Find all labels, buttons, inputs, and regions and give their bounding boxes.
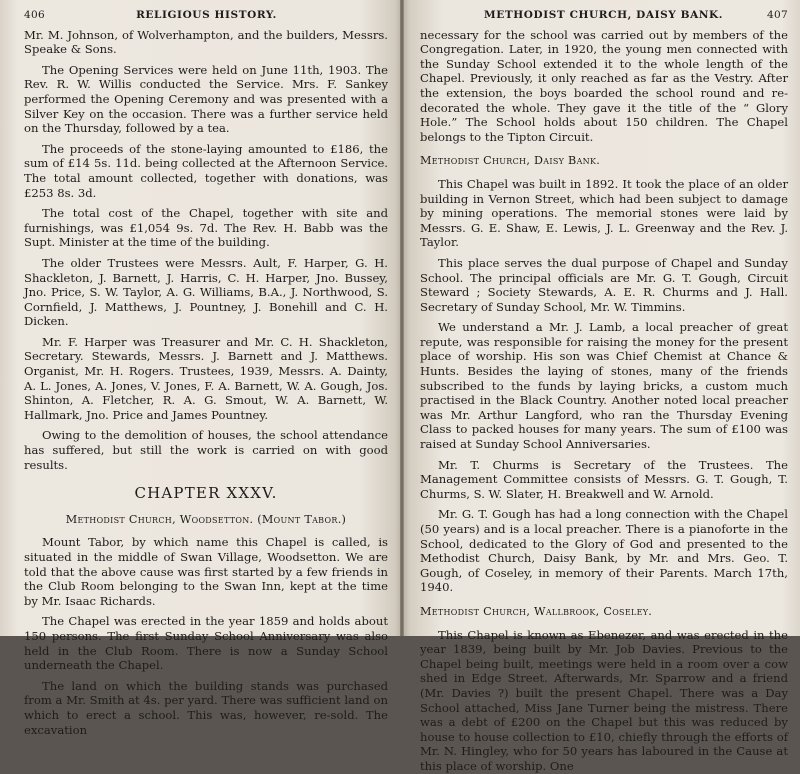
section-heading: Methodist Church, Daisy Bank. (420, 154, 601, 168)
paragraph: This Chapel is known as Ebenezer, and was erected in the year 1839, being built by Mr. Job Davies. Previous to the Chapel being built, meetings were held in a room over a cow shed in Edge Street. Afterwards, Mr. Sparrow and a friend (Mr. Davies ?) built the present Chapel. There was a Day School attached, Miss Jane Turner being the mistress. There was a debt of £200 on the Chapel but this was reduced by house to house collection to £10, chiefly through the efforts of Mr. N. Hingley, who for 50 years has laboured in the Cause at this place of worship. One (420, 627, 788, 773)
paragraph: We understand a Mr. J. Lamb, a local preacher of great repute, was responsible for raising the money for the present place of worship. His son was Chief Chemist at Chance & Hunts. Besides the laying of stones, many of the friends subscribed to the funds by laying bricks, a custom much practised in the Black Country. Another noted local preacher was Mr. Arthur Langford, who ran the Thursday Evening Class to packed houses for many years. The sum of £100 was raised at Sunday School Anniversaries. (420, 320, 788, 452)
paragraph: Mount Tabor, by which name this Chapel is called, is situated in the middle of Swan Village, Woodsetton. We are told that the above cause was first started by a few friends in the Club Room belonging to the Swan Inn, kept at the time by Mr. Isaac Richards. (24, 535, 388, 608)
left-running-head (24, 8, 388, 23)
paragraph: Mr. M. Johnson, of Wolverhampton, and the builders, Messrs. Speake & Sons. (24, 27, 388, 57)
left-page-number: 406 (24, 9, 45, 21)
right-running-title: METHODIST CHURCH, DAISY BANK. (484, 9, 724, 21)
paragraph: This Chapel was built in 1892. It took the place of an older building in Vernon Street, which had been subject to damage by mining operations. The memorial stones were laid by Messrs. G. E. Shaw, E. Lewis, J. L. Greenway and the Rev. J. Taylor. (420, 176, 788, 250)
chapter-heading: CHAPTER XXXV. (134, 484, 278, 503)
paragraph: The proceeds of the stone-laying amounted to £186, the sum of £14 5s. 11d. being collected at the Afternoon Service. The total amount collected, together with donations, was £253 8s. 3d. (24, 141, 388, 200)
section-heading: Methodist Church, Woodsetton. (Mount Tabor.) (65, 512, 347, 526)
right-page-number: 407 (767, 9, 788, 21)
right-page (402, 0, 800, 773)
section-heading: Methodist Church, Wallbrook, Coseley. (420, 604, 653, 618)
right-running-head (420, 8, 788, 23)
paragraph: Owing to the demolition of houses, the school attendance has suffered, but still the work is carried on with good results. (24, 428, 388, 472)
paragraph: The Opening Services were held on June 11th, 1903. The Rev. R. W. Willis conducted the Service. Mrs. F. Sankey performed the Opening Ceremony and was presented with a Silver Key on the occasion. There was a further service held on the Thursday, followed by a tea. (24, 62, 388, 136)
paragraph: Mr. F. Harper was Treasurer and Mr. C. H. Shackleton, Secretary. Stewards, Messrs. J. Barnett and J. Matthews. Organist, Mr. H. Rogers. Trustees, 1939, Messrs. A. Dainty, A. L. Jones, A. Jones, V. Jones, F. A. Barnett, W. A. Gough, Jos. Shinton, A. Fletcher, R. A. G. Smout, W. A. Barnett, W. Hallmark, Jno. Price and James Pountney. (24, 334, 388, 422)
paragraph: This place serves the dual purpose of Chapel and Sunday School. The principal officials are Mr. G. T. Gough, Circuit Steward ; Society Stewards, A. E. R. Churms and J. Hall. Secretary of Sunday School, Mr. W. Timmins. (420, 255, 788, 314)
left-page (0, 0, 402, 737)
left-running-title: RELIGIOUS HISTORY. (136, 9, 277, 21)
paragraph: The total cost of the Chapel, together with site and furnishings, was £1,054 9s. 7d. The Rev. H. Babb was the Supt. Minister at the time of the building. (24, 206, 388, 250)
paragraph: The Chapel was erected in the year 1859 and holds about 150 persons. The first Sunday School Anniversary was also held in the Club Room. There is now a Sunday School underneath the Chapel. (24, 614, 388, 673)
paragraph: The older Trustees were Messrs. Ault, F. Harper, G. H. Shackleton, J. Barnett, J. Harris, C. H. Harper, Jno. Bussey, Jno. Price, S. W. Taylor, A. G. Williams, B.A., J. Northwood, S. Cornfield, J. Matthews, J. Pountney, J. Bonehill and C. H. Dicken. (24, 255, 388, 329)
paragraph: Mr. T. Churms is Secretary of the Trustees. The Management Committee consists of Messrs. G. T. Gough, T. Churms, S. W. Slater, H. Breakwell and W. Arnold. (420, 457, 788, 501)
paragraph: Mr. G. T. Gough has had a long connection with the Chapel (50 years) and is a local preacher. There is a pianoforte in the School, dedicated to the Glory of God and presented to the Methodist Church, Daisy Bank, by Mr. and Mrs. Geo. T. Gough, of Coseley, in memory of their Parents. March 17th, 1940. (420, 507, 788, 595)
paragraph: The land on which the building stands was purchased from a Mr. Smith at 4s. per yard. There was sufficient land on which to erect a school. This was, however, re-sold. The excavation (24, 678, 388, 737)
paragraph: necessary for the school was carried out by members of the Congregation. Later, in 1920, the young men connected with the Sunday School extended it to the whole length of the Chapel. Previously, it only reached as far as the Vestry. After the extension, the boys boarded the school round and re-decorated the whole. They gave it the title of the “ Glory Hole.” The School holds about 150 children. The Chapel belongs to the Tipton Circuit. (420, 27, 788, 144)
book-gutter (400, 0, 404, 636)
